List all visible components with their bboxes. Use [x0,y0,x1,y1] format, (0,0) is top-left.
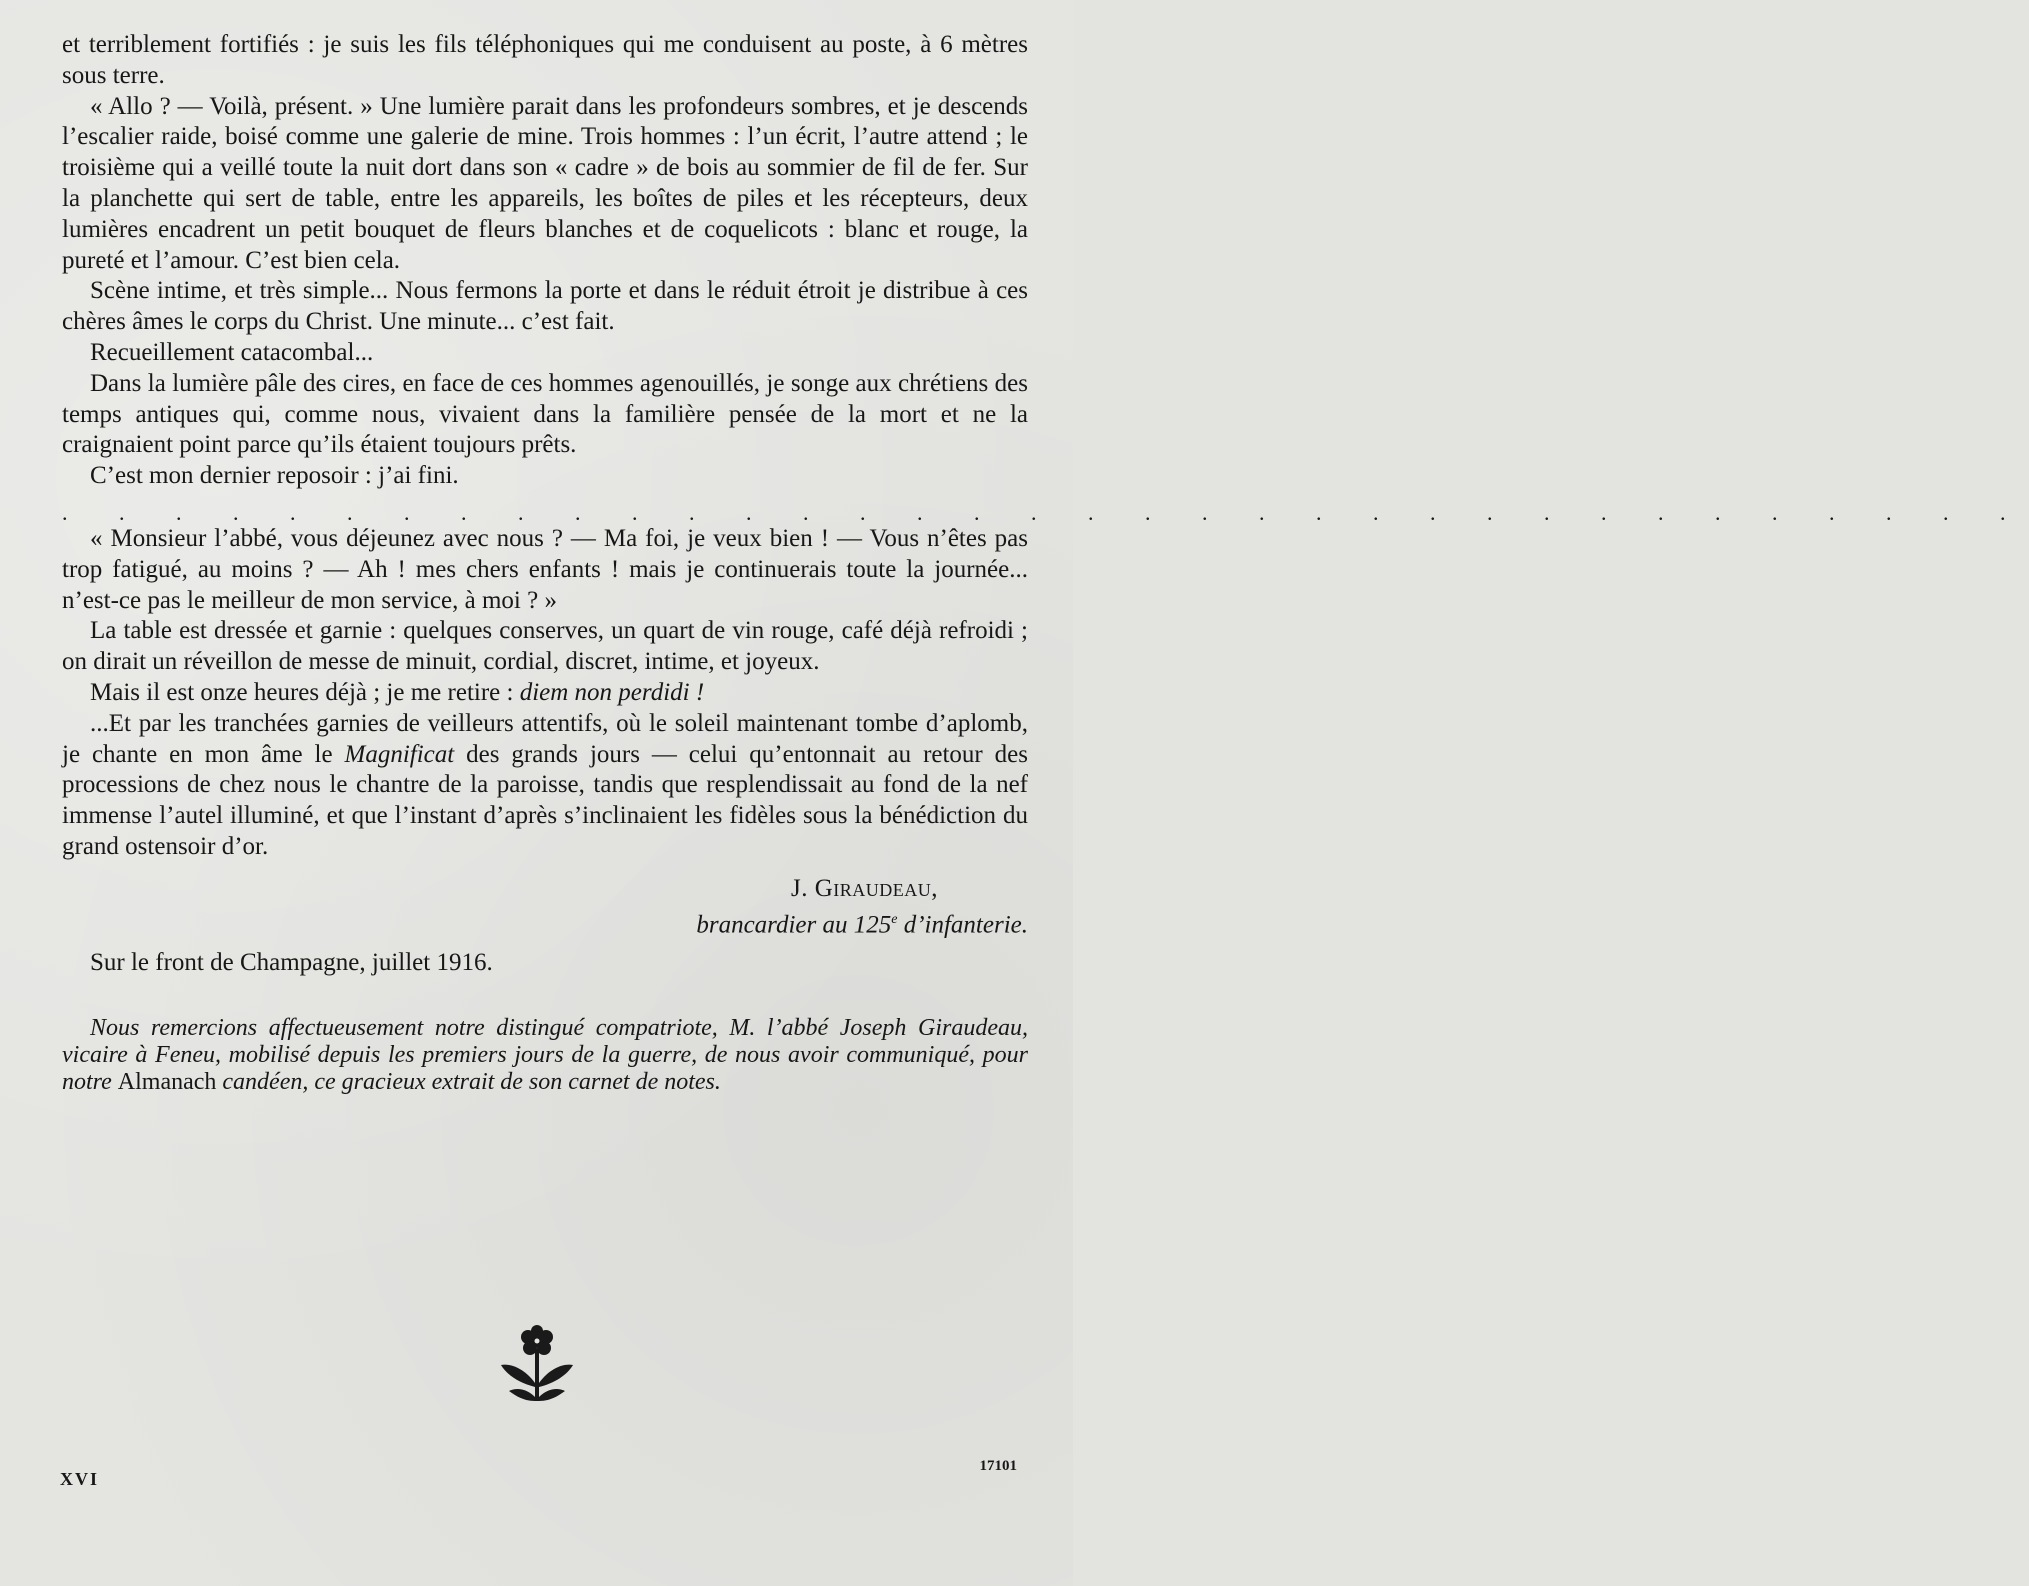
note-text-b: candéen, ce gracieux extrait de son carnet de notes. [216,1068,721,1095]
place-date: Sur le front de Champagne, juillet 1916. [90,949,493,977]
magnificat-word: Magnificat [344,740,455,768]
paragraph-8: La table est dressée et garnie : quelques conserves, un quart de vin rouge, café déjà refroidi ; on dirait un réveillon de messe de minuit, cordial, discret, intime, et joyeux. [62,617,1028,676]
signature-role-b: d’infanterie. [897,911,1028,939]
paragraph-9 [62,678,1028,709]
paragraph-10-text-a: ...Et par les tranchées garnies de veilleurs attentifs, où le soleil maintenant tombe d’aplomb, je chante en mon âme le [62,709,1028,768]
paragraph-7: « Monsieur l’abbé, vous déjeunez avec nous ? — Ma foi, je veux bien ! — Vous n’êtes pas trop fatigué, au moins ? — Ah ! mes chers enfants ! mais je continuerais toute la journée... n’est-ce pas le meilleur de mon service, à moi ? » [62,524,1028,614]
note-text-a: Nous remercions affectueusement notre distingué compatriote, M. l’abbé Joseph Giraudeau, vicaire à Feneu, mobilisé depuis les premiers jours de la guerre, de nous avoir communiqué, pour notre [62,1014,1028,1095]
note-almanach: Almanach [117,1068,217,1095]
latin-phrase: diem non perdidi ! [519,678,705,706]
signature-role-a: brancardier au 125 [696,911,892,939]
paragraph-4: Recueillement catacombal... [90,338,374,366]
paragraph-2: « Allo ? — Voilà, présent. » Une lumière parait dans les profondeurs sombres, et je descends l’escalier raide, boisé comme une galerie de mine. Trois hommes : l’un écrit, l’autre attend ; le troisième qui a veillé toute la nuit dort dans son « cadre » de bois au sommier de fil de fer. Sur la planchette qui sert de table, entre les appareils, les boîtes de piles et les récepteurs, deux lumières encadrent un petit bouquet de fleurs blanches et de coquelicots : blanc et rouge, la pureté et l’amour. C’est bien cela. [62,92,1028,274]
flower-ornament-icon [497,1325,577,1409]
page-number: XVI [60,1469,100,1489]
paragraph-6: C’est mon dernier reposoir : j’ai fini. [90,462,459,490]
paragraph-10-text-b: des grands jours — celui qu’entonnait au retour des processions de chez nous le chantre de la paroisse, tandis que resplendissait au fond de la nef immense l’autel illuminé, et que l’instant d’après s’inclinaient les fidèles sous la bénédiction du grand ostensoir d’or. [62,740,1028,860]
signature-role-sup: e [891,911,898,927]
paragraph-9-text: Mais il est onze heures déjà ; je me retire : [90,678,520,706]
signature-name: J. Giraudeau, [790,874,938,902]
print-code: 17101 [979,1458,1017,1474]
paragraph-5: Dans la lumière pâle des cires, en face de ces hommes agenouillés, je songe aux chrétiens des temps antiques qui, comme nous, vivaient dans la familière pensée de la mort et ne la craignaient point parce qu’ils étaient toujours prêts. [62,369,1028,459]
signature [62,873,1028,940]
paragraph-10 [62,709,1028,863]
dot-separator: . . . . . . . . . . . . . . . . . . . . . . . . . . . . . . . . . . . [62,499,2029,525]
signature-role [62,904,1028,940]
main-text [62,30,2029,1096]
editor-note [62,1015,1028,1096]
paragraph-1: et terriblement fortifiés : je suis les fils téléphoniques qui me conduisent au poste, à 6 mètres sous terre. [62,31,1028,89]
paragraph-3: Scène intime, et très simple... Nous fermons la porte et dans le réduit étroit je distribue à ces chères âmes le corps du Christ. Une minute... c’est fait. [62,277,1028,336]
